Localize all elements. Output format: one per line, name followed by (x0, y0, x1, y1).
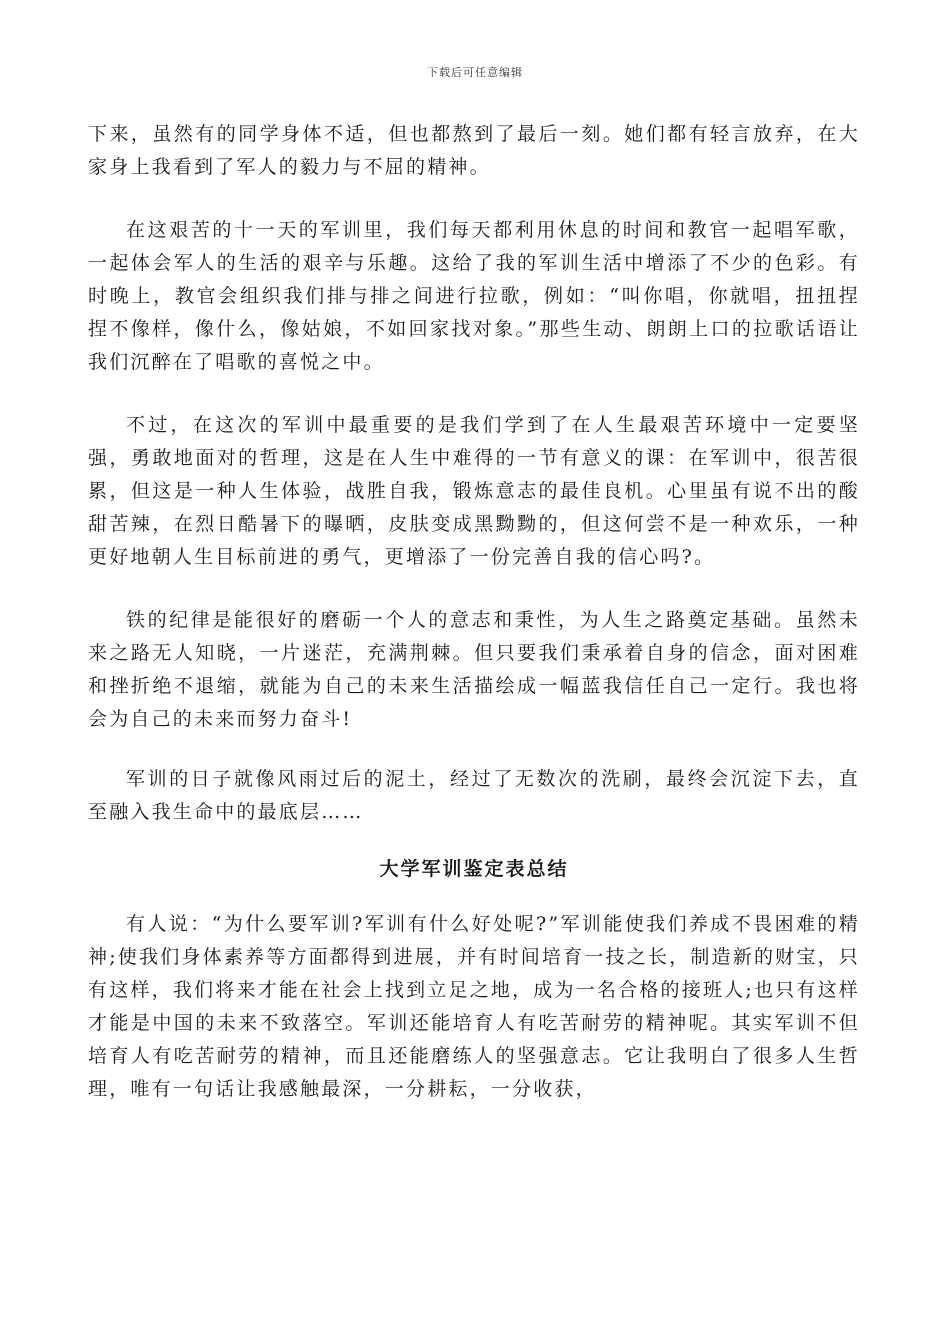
paragraph-6: 有人说：“为什么要军训?军训有什么好处呢?”军训能使我们养成不畏困难的精神;使我们身体素养等方面都得到进展，并有时间培育一技之长，制造新的财宝，只有这样，我们将来才能在社会上找到立足之地，成为一名合格的接班人;也只有这样才能是中国的未来不致落空。军训还能培育人有吃苦耐劳的精神呢。其实军训不但培育人有吃苦耐劳的精神，而且还能磨练人的坚强意志。它让我明白了很多人生哲理，唯有一句话让我感触最深，一分耕耘，一分收获， (88, 913, 860, 1100)
paragraph-3: 不过，在这次的军训中最重要的是我们学到了在人生最艰苦环境中一定要坚强，勇敢地面对的哲理，这是在人生中难得的一节有意义的课：在军训中，很苦很累，但这是一种人生体验，战胜自我，锻炼意志的最佳良机。心里虽有说不出的酸甜苦辣，在烈日酷暑下的曝晒，皮肤变成黑黝黝的，但这何尝不是一种欢乐，一种更好地朝人生目标前进的勇气，更增添了一份完善自我的信心吗?。 (88, 414, 860, 568)
page-header-note: 下载后可任意编辑 (427, 66, 523, 79)
section-title: 大学军训鉴定表总结 (379, 858, 569, 880)
document-body (88, 118, 860, 1106)
paragraph-1: 下来，虽然有的同学身体不适，但也都熬到了最后一刻。她们都有轻言放弃，在大家身上我看到了军人的毅力与不屈的精神。 (88, 123, 860, 178)
paragraph-4: 铁的纪律是能很好的磨砺一个人的意志和秉性，为人生之路奠定基础。虽然未来之路无人知晓，一片迷茫，充满荆棘。但只要我们秉承着自身的信念，面对困难和挫折绝不退缩，就能为自己的未来生活描绘成一幅蓝我信任自己一定行。我也将会为自己的未来而努力奋斗! (88, 609, 860, 730)
paragraph-5: 军训的日子就像风雨过后的泥土，经过了无数次的洗刷，最终会沉淀下去，直至融入我生命中的最底层…… (88, 768, 860, 823)
paragraph-2: 在这艰苦的十一天的军训里，我们每天都利用休息的时间和教官一起唱军歌，一起体会军人的生活的艰辛与乐趣。这给了我的军训生活中增添了不少的色彩。有时晚上，教官会组织我们排与排之间进行拉歌，例如：“叫你唱，你就唱，扭扭捏捏不像样，像什么，像姑娘，不如回家找对象。”那些生动、朗朗上口的拉歌话语让我们沉醉在了唱歌的喜悦之中。 (88, 219, 860, 373)
